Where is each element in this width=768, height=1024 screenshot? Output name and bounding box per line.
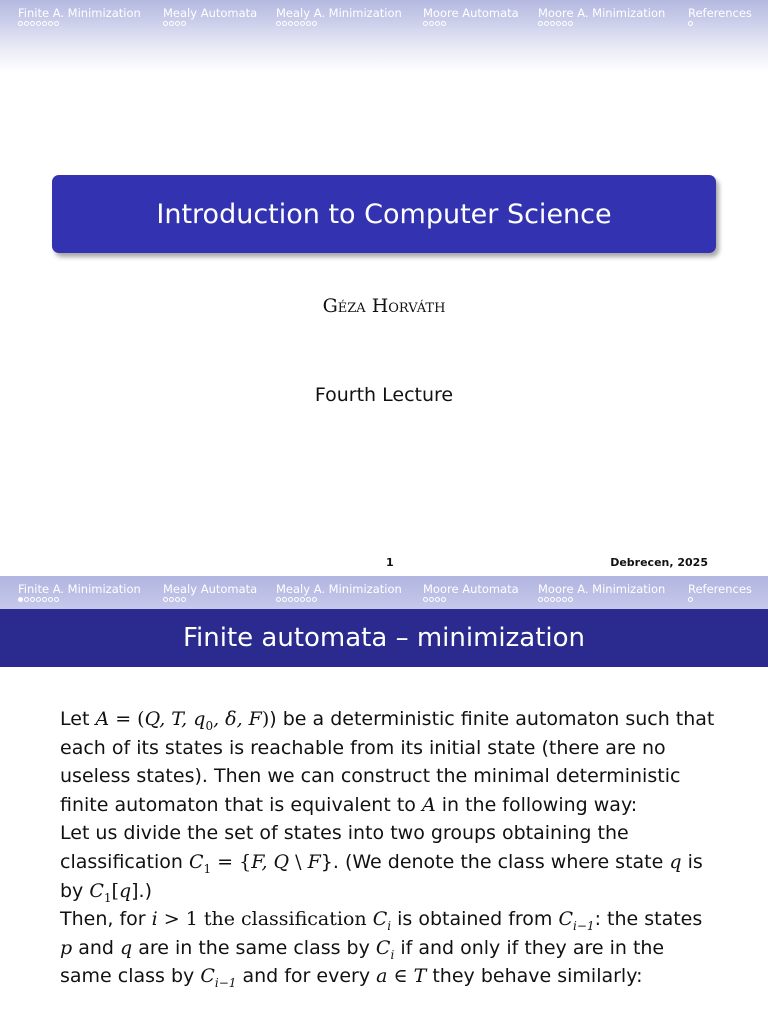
lecture-subtitle: Fourth Lecture <box>314 384 454 406</box>
nav-dot[interactable] <box>276 597 281 602</box>
nav-dot[interactable] <box>48 21 53 26</box>
nav-dot[interactable] <box>312 597 317 602</box>
nav-section-references[interactable]: References <box>688 6 752 29</box>
nav-section-mealy-minimization[interactable]: Mealy A. Minimization <box>276 6 402 29</box>
nav-dot[interactable] <box>568 597 573 602</box>
nav-dot[interactable] <box>544 21 549 26</box>
nav-dot[interactable] <box>36 21 41 26</box>
frame-title: Finite automata – minimization <box>182 623 586 653</box>
nav-dot[interactable] <box>163 21 168 26</box>
paragraph-definition: Let A = (Q, T, $q_0$, δ, F)) be a deterministic finite automaton such that each of its states is reachable from its initial state (there are no useless states). Then we can construct the minimal deterministic finite automaton that is equivalent to A in the following way: <box>60 708 715 816</box>
nav-dot[interactable] <box>429 597 434 602</box>
nav-dot[interactable] <box>18 597 23 602</box>
nav-dot[interactable] <box>175 21 180 26</box>
nav-dot[interactable] <box>441 21 446 26</box>
nav-dot[interactable] <box>538 21 543 26</box>
progress-dots <box>538 21 665 29</box>
title-block <box>52 175 716 253</box>
progress-dots <box>423 21 519 29</box>
nav-section-moore-automata[interactable]: Moore Automata <box>423 582 519 605</box>
frame-title-bar <box>0 609 768 667</box>
nav-dot[interactable] <box>288 21 293 26</box>
nav-dot[interactable] <box>181 21 186 26</box>
footer-date: Debrecen, 2025 <box>610 556 708 569</box>
page-number: 1 <box>386 556 394 569</box>
paragraph-initial-classification: Let us divide the set of states into two groups obtaining the classification $C_1 = \{F$, Q \ F}. (We denote the class where state q is by $C_1[q]$.) <box>60 822 703 905</box>
paragraph-refinement: Then, for i > 1 the classification $C_i$ is obtained from $C_{i-1}$: the states p and q are in the same class by $C_i$ if and only if they are in the same class by $C_{i-1}$ and for every a ∈ T they behave similarly: <box>60 908 703 991</box>
nav-dot[interactable] <box>276 21 281 26</box>
nav-dot[interactable] <box>18 21 23 26</box>
nav-section-moore-minimization[interactable]: Moore A. Minimization <box>538 6 665 29</box>
nav-section-references[interactable]: References <box>688 582 752 605</box>
progress-dots <box>538 597 665 605</box>
nav-dot[interactable] <box>562 21 567 26</box>
nav-dot[interactable] <box>42 597 47 602</box>
nav-dot[interactable] <box>562 597 567 602</box>
nav-dot[interactable] <box>163 597 168 602</box>
nav-dot[interactable] <box>169 21 174 26</box>
nav-dot[interactable] <box>435 21 440 26</box>
nav-section-mealy-automata[interactable]: Mealy Automata <box>163 582 257 605</box>
nav-section-mealy-minimization[interactable]: Mealy A. Minimization <box>276 582 402 605</box>
nav-dot[interactable] <box>423 21 428 26</box>
progress-dots <box>688 21 752 29</box>
nav-section-moore-automata[interactable]: Moore Automata <box>423 6 519 29</box>
nav-section-finite-minimization[interactable]: Finite A. Minimization <box>18 6 141 29</box>
nav-dot[interactable] <box>24 597 29 602</box>
nav-dot[interactable] <box>556 21 561 26</box>
nav-dot[interactable] <box>54 21 59 26</box>
nav-dot[interactable] <box>556 597 561 602</box>
progress-dots <box>163 597 257 605</box>
slide-body <box>60 705 720 991</box>
nav-dot[interactable] <box>181 597 186 602</box>
nav-dot[interactable] <box>306 597 311 602</box>
top-navigation-bar <box>0 0 768 72</box>
nav-dot[interactable] <box>300 21 305 26</box>
nav-dot[interactable] <box>568 21 573 26</box>
nav-dot[interactable] <box>42 21 47 26</box>
nav-dot[interactable] <box>306 21 311 26</box>
author-name: Géza Horváth <box>322 295 446 317</box>
progress-dots <box>276 21 402 29</box>
nav-dot[interactable] <box>175 597 180 602</box>
nav-dot[interactable] <box>30 21 35 26</box>
nav-dot[interactable] <box>294 597 299 602</box>
nav-dot[interactable] <box>54 597 59 602</box>
nav-dot[interactable] <box>24 21 29 26</box>
progress-dots <box>688 597 752 605</box>
progress-dots <box>276 597 402 605</box>
nav-dot[interactable] <box>300 597 305 602</box>
presentation-title: Introduction to Computer Science <box>156 198 612 230</box>
nav-dot[interactable] <box>30 597 35 602</box>
nav-dot[interactable] <box>282 21 287 26</box>
nav-dot[interactable] <box>423 597 428 602</box>
progress-dots <box>18 21 141 29</box>
nav-dot[interactable] <box>36 597 41 602</box>
nav-dot[interactable] <box>294 21 299 26</box>
nav-dot[interactable] <box>429 21 434 26</box>
nav-dot[interactable] <box>441 597 446 602</box>
nav-dot[interactable] <box>48 597 53 602</box>
nav-dot[interactable] <box>312 21 317 26</box>
nav-dot[interactable] <box>282 597 287 602</box>
progress-dots <box>423 597 519 605</box>
nav-dot[interactable] <box>435 597 440 602</box>
nav-dot[interactable] <box>169 597 174 602</box>
nav-dot[interactable] <box>688 597 693 602</box>
content-navigation-bar <box>0 576 768 609</box>
nav-dot[interactable] <box>538 597 543 602</box>
nav-dot[interactable] <box>550 597 555 602</box>
progress-dots <box>163 21 257 29</box>
nav-section-moore-minimization[interactable]: Moore A. Minimization <box>538 582 665 605</box>
progress-dots <box>18 597 141 605</box>
nav-section-finite-minimization[interactable]: Finite A. Minimization <box>18 582 141 605</box>
nav-dot[interactable] <box>544 597 549 602</box>
nav-section-mealy-automata[interactable]: Mealy Automata <box>163 6 257 29</box>
nav-dot[interactable] <box>688 21 693 26</box>
nav-dot[interactable] <box>288 597 293 602</box>
nav-dot[interactable] <box>550 21 555 26</box>
